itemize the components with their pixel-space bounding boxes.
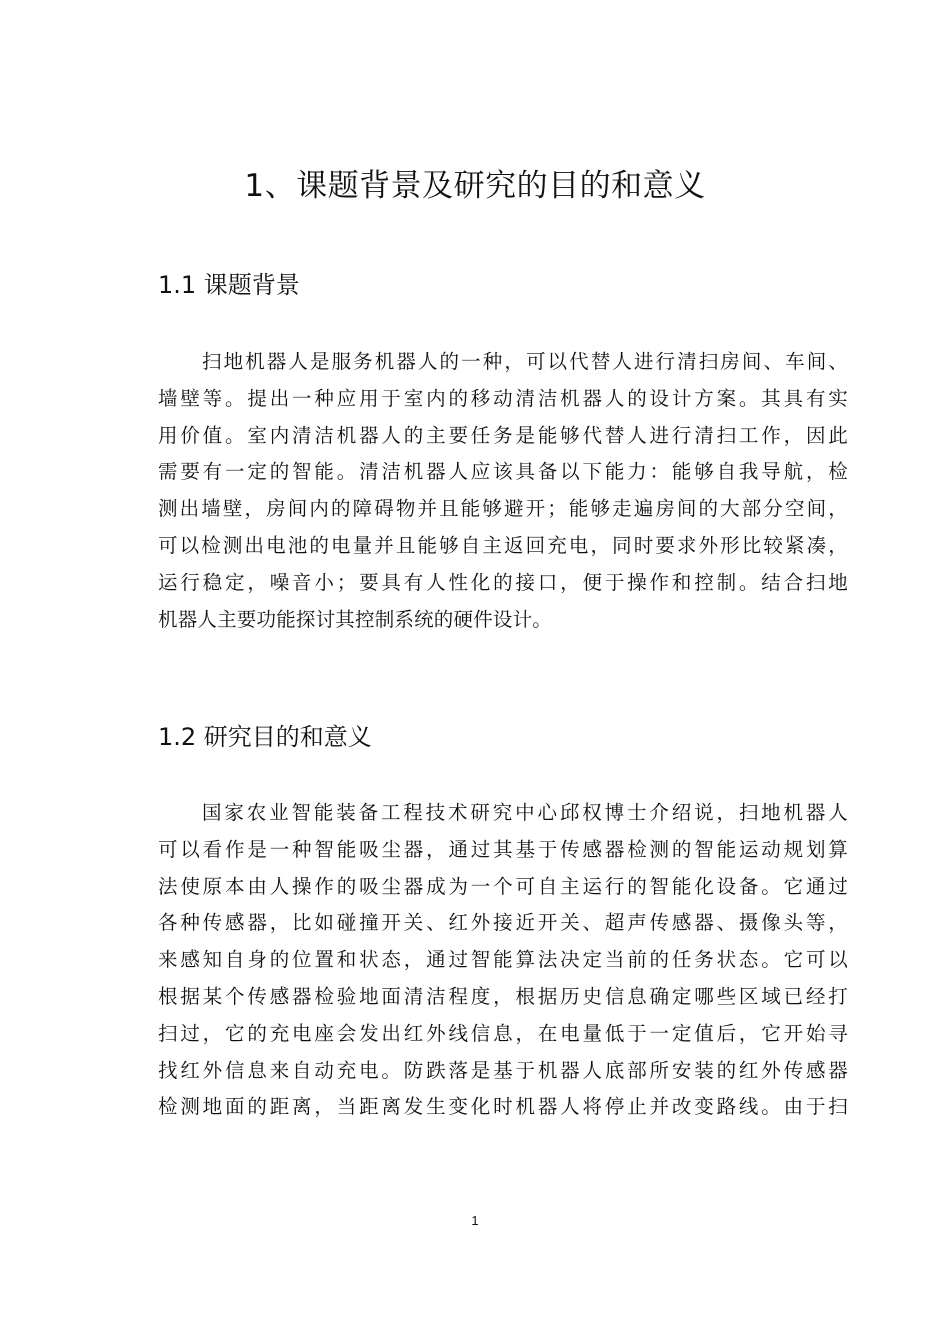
paragraph-line: 测出墙壁，房间内的障碍物并且能够避开；能够走遍房间的大部分空间， <box>158 497 848 521</box>
section-heading-purpose: 1.2 研究目的和意义 <box>158 723 372 751</box>
paragraph-line: 可以检测出电池的电量并且能够自主返回充电，同时要求外形比较紧凑， <box>158 533 848 557</box>
paragraph-line: 用价值。室内清洁机器人的主要任务是能够代替人进行清扫工作，因此 <box>158 423 848 447</box>
paragraph-line: 扫地机器人是服务机器人的一种，可以代替人进行清扫房间、车间、 <box>202 350 848 373</box>
paragraph-line: 运行稳定，噪音小；要具有人性化的接口，便于操作和控制。结合扫地 <box>158 570 848 594</box>
paragraph-background <box>158 344 848 638</box>
paragraph-line: 法使原本由人操作的吸尘器成为一个可自主运行的智能化设备。它通过 <box>158 874 848 898</box>
section-heading-background: 1.1 课题背景 <box>158 271 300 299</box>
paragraph-line: 机器人主要功能探讨其控制系统的硬件设计。 <box>158 607 553 631</box>
paragraph-line: 根据某个传感器检验地面清洁程度，根据历史信息确定哪些区域已经打 <box>158 984 848 1008</box>
paragraph-line: 各种传感器，比如碰撞开关、红外接近开关、超声传感器、摄像头等， <box>158 911 848 935</box>
paragraph-line: 找红外信息来自动充电。防跌落是基于机器人底部所安装的红外传感器 <box>158 1058 848 1082</box>
paragraph-line: 扫过，它的充电座会发出红外线信息，在电量低于一定值后，它开始寻 <box>158 1021 848 1045</box>
paragraph-line: 检测地面的距离，当距离发生变化时机器人将停止并改变路线。由于扫 <box>158 1095 848 1119</box>
chapter-title: 1、课题背景及研究的目的和意义 <box>244 168 706 204</box>
paragraph-line: 国家农业智能装备工程技术研究中心邱权博士介绍说，扫地机器人 <box>202 801 848 824</box>
paragraph-line: 可以看作是一种智能吸尘器，通过其基于传感器检测的智能运动规划算 <box>158 837 848 861</box>
paragraph-line: 需要有一定的智能。清洁机器人应该具备以下能力：能够自我导航，检 <box>158 460 848 484</box>
page-number: 1 <box>471 1213 479 1228</box>
paragraph-line: 墙壁等。提出一种应用于室内的移动清洁机器人的设计方案。其具有实 <box>158 386 848 410</box>
paragraph-line: 来感知自身的位置和状态，通过智能算法决定当前的任务状态。它可以 <box>158 948 848 972</box>
paragraph-purpose <box>158 795 848 1126</box>
